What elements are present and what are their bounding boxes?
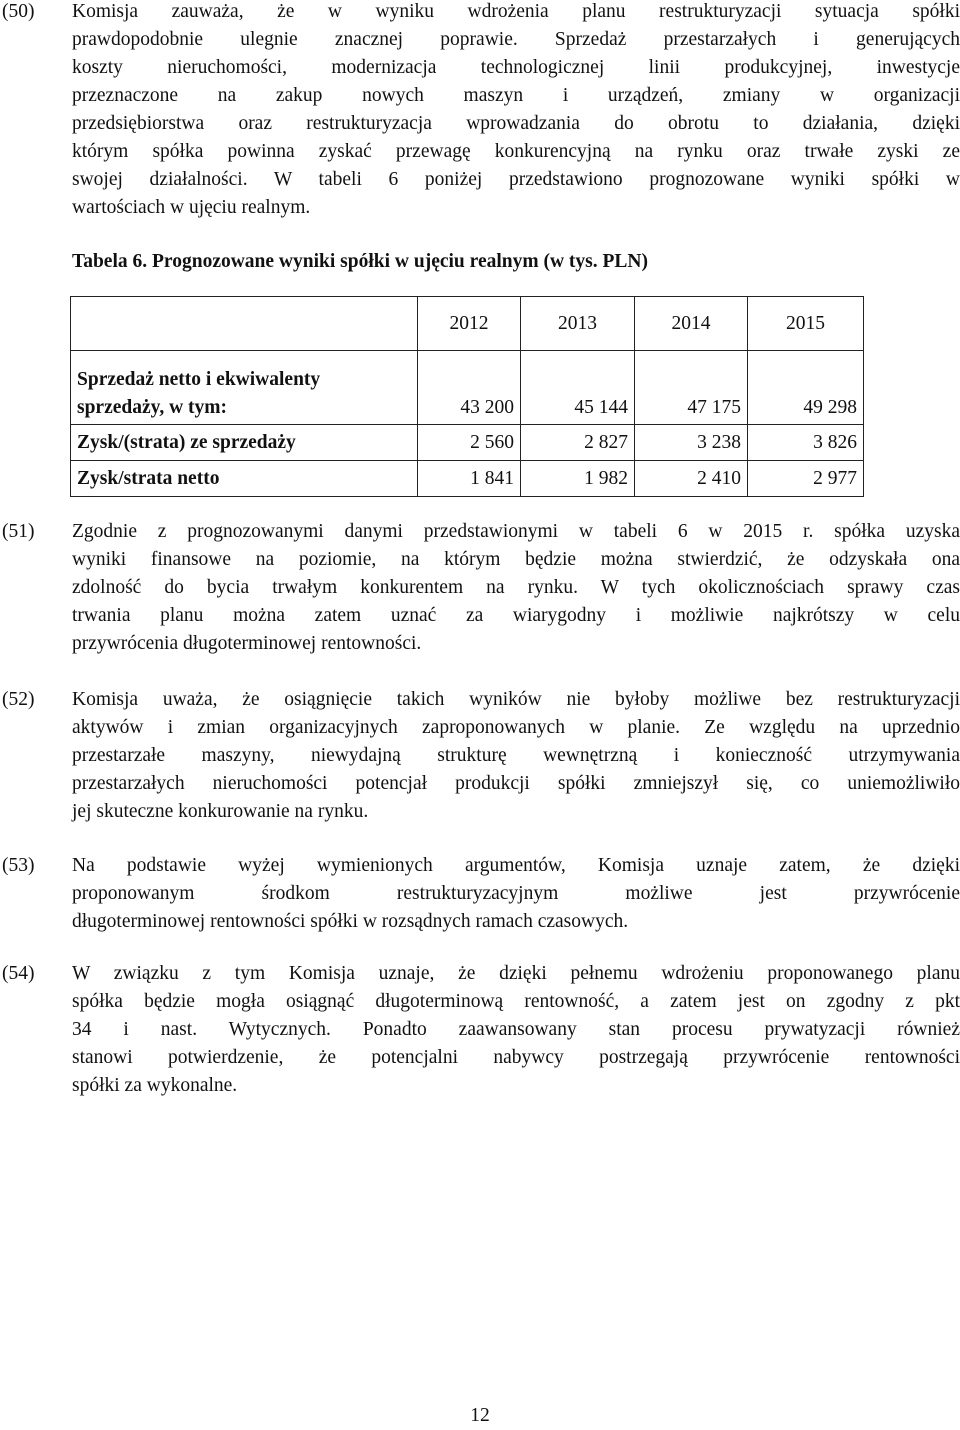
table-cell: 3 238 [635,425,748,461]
text-line: spółki za wykonalne. [72,1075,238,1096]
table-caption: Tabela 6. Prognozowane wyniki spółki w ujęciu realnym (w tys. PLN) [72,251,649,272]
text-line: W związku z tym Komisja uznaje, że dzięki pełnemu wdrożeniu proponowanego planu [72,963,960,984]
paragraph-text [72,960,960,1100]
table-cell: 1 841 [418,461,521,497]
text-line: swojej działalności. W tabeli 6 poniżej przedstawiono prognozowane wyniki spółki w [72,169,960,190]
text-line: przestarzałych nieruchomości potencjał produkcji spółki zmniejszył się, co uniemożliwiło [72,773,960,794]
text-line: Komisja uważa, że osiągnięcie takich wyników nie byłoby możliwe bez restrukturyzacji [72,689,960,710]
text-line: stanowi potwierdzenie, że potencjalni nabywcy postrzegają przywrócenie rentowności [72,1047,960,1068]
paragraph-number: (52) [2,689,35,710]
table-row [71,351,864,425]
text-line: spółka będzie mogła osiągnąć długoterminową rentowność, a zatem jest on zgodny z pkt [72,991,960,1012]
year-header: 2012 [418,297,521,351]
text-line: wyniki finansowe na poziomie, na którym będzie można stwierdzić, że odzyskała ona [72,549,960,570]
paragraph-text [72,686,960,826]
row-label-line: sprzedaży, w tym: [77,397,228,418]
table-cell: 2 560 [418,425,521,461]
text-line: Komisja zauważa, że w wyniku wdrożenia planu restrukturyzacji sytuacja spółki [72,1,960,22]
year-header: 2013 [521,297,635,351]
text-line: wartościach w ujęciu realnym. [72,197,311,218]
table-row [71,425,864,461]
paragraph-number: (53) [2,855,35,876]
table-header-row [71,297,864,351]
table-cell: 3 826 [748,425,864,461]
text-line: 34 i nast. Wytycznych. Ponadto zaawansowany stan procesu prywatyzacji również [72,1019,960,1040]
text-line: proponowanym środkom restrukturyzacyjnym możliwe jest przywrócenie [72,883,960,904]
text-line: przeznaczone na zakup nowych maszyn i urządzeń, zmiany w organizacji [72,85,960,106]
page-number: 12 [470,1405,490,1426]
paragraph-number: (54) [2,963,35,984]
row-label-line: Sprzedaż netto i ekwiwalenty [77,369,321,390]
year-header: 2015 [748,297,864,351]
table-cell: 49 298 [748,351,864,425]
paragraph-number: (50) [2,1,35,22]
table-cell: 2 977 [748,461,864,497]
paragraph-number: (51) [2,521,35,542]
text-line: Na podstawie wyżej wymienionych argumentów, Komisja uznaje zatem, że dzięki [72,855,960,876]
text-line: Zgodnie z prognozowanymi danymi przedstawionymi w tabeli 6 w 2015 r. spółka uzyska [72,521,960,542]
row-label: Zysk/strata netto [71,461,418,497]
text-line: którym spółka powinna zyskać przewagę konkurencyjną na rynku oraz trwałe zyski ze [72,141,960,162]
text-line: prawdopodobnie ulegnie znacznej poprawie. Sprzedaż przestarzałych i generujących [72,29,960,50]
row-label [71,351,418,425]
paragraph-text [72,518,960,658]
table-cell: 1 982 [521,461,635,497]
text-line: przywrócenia długoterminowej rentowności. [72,633,422,654]
table-cell: 43 200 [418,351,521,425]
forecast-results-table [70,296,864,497]
text-line: aktywów i zmian organizacyjnych zaproponowanych w planie. Ze względu na uprzednio [72,717,960,738]
table-cell: 2 410 [635,461,748,497]
text-line: zdolność do bycia trwałym konkurentem na rynku. W tych okolicznościach sprawy czas [72,577,960,598]
text-line: koszty nieruchomości, modernizacja technologicznej linii produkcyjnej, inwestycje [72,57,960,78]
paragraph-text [72,0,960,222]
text-line: trwania planu można zatem uznać za wiarygodny i możliwie najkrótszy w celu [72,605,960,626]
table-cell: 2 827 [521,425,635,461]
row-label: Zysk/(strata) ze sprzedaży [71,425,418,461]
year-header: 2014 [635,297,748,351]
text-line: długoterminowej rentowności spółki w rozsądnych ramach czasowych. [72,911,629,932]
paragraph-text [72,852,960,936]
table-row [71,461,864,497]
table-cell: 45 144 [521,351,635,425]
table-cell: 47 175 [635,351,748,425]
text-line: przestarzałe maszyny, niewydajną strukturę wewnętrzną i konieczność utrzymywania [72,745,960,766]
table-corner-cell [71,297,418,351]
text-line: przedsiębiorstwa oraz restrukturyzacja wprowadzania do obrotu to działania, dzięki [72,113,960,134]
text-line: jej skuteczne konkurowanie na rynku. [72,801,369,822]
